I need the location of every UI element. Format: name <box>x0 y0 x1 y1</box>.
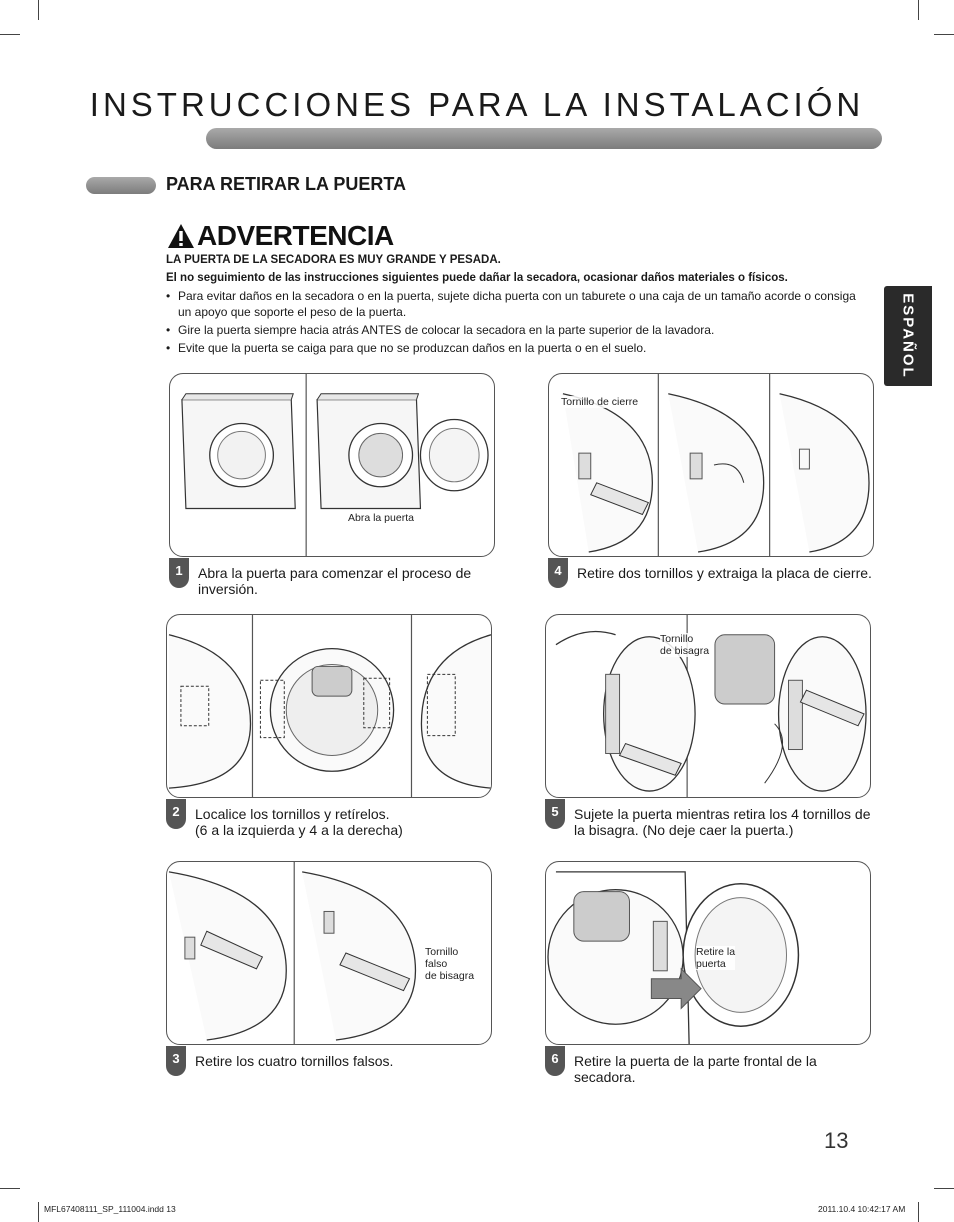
step-6-text: Retire la puerta de la parte frontal de la secadora. <box>574 1053 817 1085</box>
warning-line-1: LA PUERTA DE LA SECADORA ES MUY GRANDE Y PESADA. <box>166 254 501 266</box>
crop-mark <box>934 34 954 35</box>
step-2-text-line-2: (6 a la izquierda y 4 a la derecha) <box>195 822 403 838</box>
callout-open-door: Abra la puerta <box>348 512 414 524</box>
crop-mark <box>0 34 20 35</box>
step-3-text: Retire los cuatro tornillos falsos. <box>195 1053 394 1069</box>
step-5-text: Sujete la puerta mientras retira los 4 tornillos de la bisagra. (No deje caer la puerta.) <box>574 806 871 838</box>
page-number: 13 <box>824 1128 849 1153</box>
step-3-illustration <box>166 861 492 1045</box>
step-6-number: 6 <box>545 1046 565 1076</box>
step-3-number: 3 <box>166 1046 186 1076</box>
warning-line-2: El no seguimiento de las instrucciones siguientes puede dañar la secadora, ocasionar daños materiales o físicos. <box>166 272 788 284</box>
page-title: INSTRUCCIONES PARA LA INSTALACIÓN <box>89 86 865 123</box>
crop-mark <box>0 1188 20 1189</box>
crop-mark <box>38 1202 39 1222</box>
callout-line: Retire la <box>696 946 736 958</box>
step-1-number: 1 <box>169 558 189 588</box>
callout-line: puerta <box>696 958 726 970</box>
warning-list <box>166 288 866 356</box>
footer-timestamp: 2011.10.4 10:42:17 AM <box>818 1204 906 1214</box>
callout-latch-screw: Tornillo de cierre <box>561 396 639 408</box>
crop-mark <box>918 0 919 20</box>
callout-line: Tornillo <box>660 633 694 645</box>
step-4-illustration <box>548 373 874 557</box>
language-tab <box>884 286 932 386</box>
section-title: PARA RETIRAR LA PUERTA <box>166 174 406 194</box>
step-1-text: Abra la puerta para comenzar el proceso de inversión. <box>198 565 472 597</box>
step-5-illustration <box>545 614 871 798</box>
warning-header <box>166 220 866 252</box>
callout-hinge-screw <box>660 633 709 657</box>
step-6-illustration <box>545 861 871 1045</box>
warning-block <box>166 220 866 356</box>
callout-remove-door <box>696 946 735 970</box>
warning-bullet: • Para evitar daños en la secadora o en la puerta, sujete dicha puerta con un taburete o una caja de un tamaño acorde o consiga un apoyo que soporte el peso de la puerta. <box>166 288 866 320</box>
callout-line: falso <box>425 958 448 970</box>
section-pill <box>86 177 156 194</box>
step-2-text-line-1: Localice los tornillos y retírelos. <box>195 806 390 822</box>
warning-triangle-icon <box>166 222 196 250</box>
step-2-number: 2 <box>166 799 186 829</box>
dryer-open-door-illustration <box>170 374 494 556</box>
step-2-illustration <box>166 614 492 798</box>
crop-mark <box>934 1188 954 1189</box>
callout-false-hinge-screw <box>425 946 474 982</box>
locate-screws-illustration <box>167 615 491 797</box>
footer-file-name: MFL67408111_SP_111004.indd 13 <box>44 1204 176 1214</box>
title-bar <box>206 128 882 149</box>
warning-title: ADVERTENCIA <box>197 220 394 251</box>
crop-mark <box>918 1202 919 1222</box>
warning-bullet: • Evite que la puerta se caiga para que no se produzcan daños en la puerta o en el suelo. <box>166 340 866 356</box>
callout-line: Tornillo <box>425 946 459 958</box>
step-4-text: Retire dos tornillos y extraiga la placa de cierre. <box>577 565 872 581</box>
warning-bullet: • Gire la puerta siempre hacia atrás ANTES de colocar la secadora en la parte superior de la lavadora. <box>166 322 866 338</box>
step-4-number: 4 <box>548 558 568 588</box>
callout-line: de bisagra <box>660 645 710 657</box>
step-5-number: 5 <box>545 799 565 829</box>
crop-mark <box>38 0 39 20</box>
language-tab-label: ESPAÑOL <box>899 293 917 379</box>
step-1-illustration <box>169 373 495 557</box>
callout-line: de bisagra <box>425 970 475 982</box>
